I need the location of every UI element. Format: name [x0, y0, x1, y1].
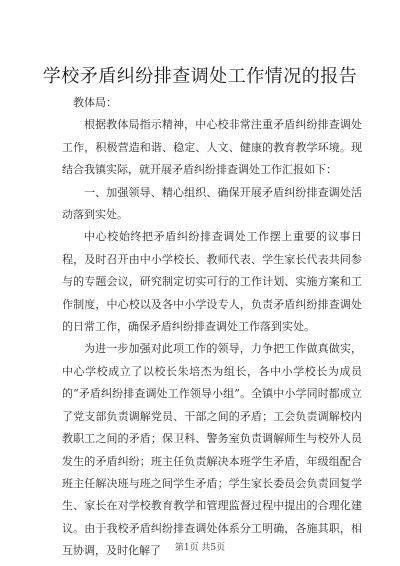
document-title: 学校矛盾纠纷排查调处工作情况的报告	[42, 66, 358, 87]
paragraph-intro: 根据教体局指示精神，中心校非常注重矛盾纠纷排查调处工作，积极营造和谐、稳定、人文、健康的教育教学环境。现结合我镇实际，就开展矛盾纠纷排查调处工作汇报如下：	[62, 118, 362, 177]
document-body	[62, 92, 362, 563]
salutation: 教体局：	[73, 96, 117, 109]
page-indicator: 第1页 共5页	[174, 543, 226, 553]
paragraph-section-heading: 一、加强领导、精心组织、确保开展矛盾纠纷排查调处活动落到实处。	[62, 185, 362, 222]
paragraph-leadership-group: 为进一步加强对此项工作的领导，力争把工作做真做实，中心学校成立了以校长朱培杰为组长，各中小学校长为成员的“矛盾纠纷排查调处工作领导小组”。全镇中小学同时都成立了党支部负责调解党员、干部之间的矛盾；工会负责调解校内教职工之间的矛盾；保卫科、警务室负责调解师生与校外人员发生的矛盾纠纷；班主任负责解决本班学生矛盾，年级组配合班主任解决班与班之间学生矛盾；学生家长委员会负责回复学生、家长在对学校教育教学和管理监督过程中提出的合理化建议。由于我校矛盾纠纷排查调处体系分工明确，各施其职，相互协调，及时化解了	[62, 342, 362, 558]
paragraph-work-schedule: 中心校始终把矛盾纠纷排查调处工作摆上重要的议事日程，及时召开由中小学校长、教师代表、学生家长代表共同参与的专题会议，研究制定切实可行的工作计划、实施方案和工作制度，中心校以及各中小学设专人，负责矛盾纠纷排查调处的日常工作，确保矛盾纠纷排查调处工作落到实处。	[62, 230, 362, 334]
